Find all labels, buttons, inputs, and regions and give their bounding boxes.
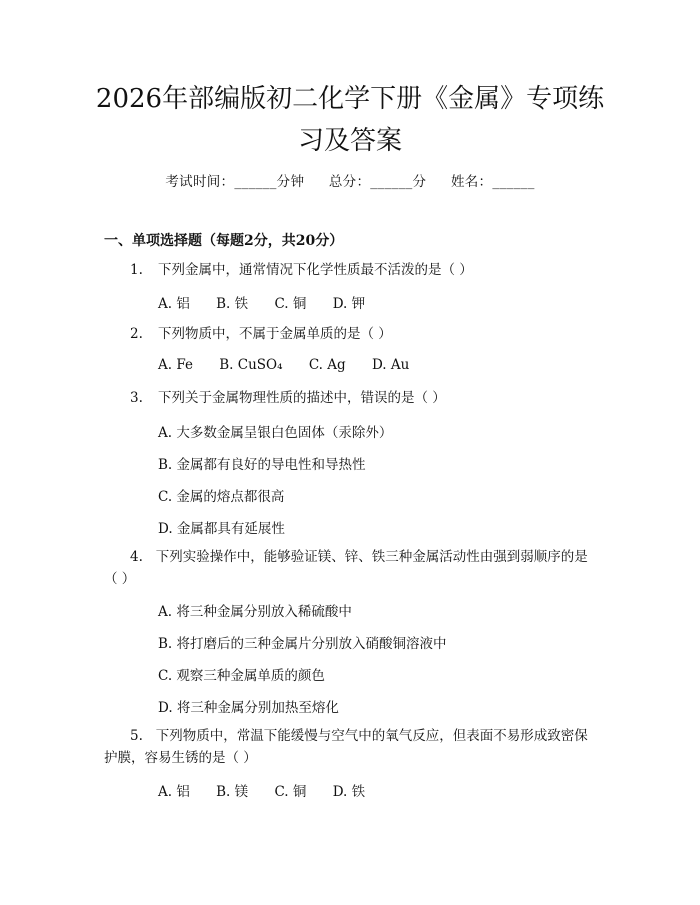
question-4 xyxy=(104,546,594,590)
exam-meta xyxy=(0,170,700,190)
option: A. Fe xyxy=(158,357,193,373)
question-1-options xyxy=(158,292,387,312)
title-line-1: 2026年部编版初二化学下册《金属》专项练 xyxy=(95,84,605,114)
option: C. 观察三种金属单质的颜色 xyxy=(158,668,325,684)
question-number: 3. xyxy=(130,390,143,406)
exam-time: 考试时间：______分钟 xyxy=(165,174,305,190)
option: B. 金属都有良好的导电性和导热性 xyxy=(158,457,366,473)
option: C. 铜 xyxy=(274,784,307,800)
question-number: 5. xyxy=(130,728,143,744)
section-heading: 一、单项选择题（每题2分，共20分） xyxy=(104,233,344,249)
option: B. 镁 xyxy=(216,784,249,800)
question-3 xyxy=(130,388,446,408)
option: A. 铝 xyxy=(158,296,190,312)
exam-name: 姓名：______ xyxy=(450,174,535,190)
question-text: 下列实验操作中，能够验证镁、锌、铁三种金属活动性由强到弱顺序的是（ ） xyxy=(104,549,588,587)
question-2 xyxy=(130,324,392,344)
title-line-2: 习及答案 xyxy=(297,126,402,156)
option: D. 钾 xyxy=(332,296,366,312)
question-number: 2. xyxy=(130,326,143,342)
question-text: 下列金属中，通常情况下化学性质最不活泼的是（ ） xyxy=(158,262,473,278)
option: B. CuSO₄ xyxy=(219,357,283,373)
question-number: 4. xyxy=(130,549,143,565)
option: C. 铜 xyxy=(274,296,307,312)
document-title xyxy=(90,78,610,162)
option: A. 将三种金属分别放入稀硫酸中 xyxy=(158,604,352,620)
option: C. 金属的熔点都很高 xyxy=(158,489,285,505)
option: B. 将打磨后的三种金属片分别放入硝酸铜溶液中 xyxy=(158,636,447,652)
option: D. 将三种金属分别加热至熔化 xyxy=(158,700,339,716)
option: D. Au xyxy=(371,357,410,373)
question-2-options xyxy=(158,357,431,373)
question-5 xyxy=(104,725,594,769)
option: D. 铁 xyxy=(332,784,366,800)
option: A. 铝 xyxy=(158,784,190,800)
question-text: 下列物质中，不属于金属单质的是（ ） xyxy=(158,326,392,342)
question-text: 下列关于金属物理性质的描述中，错误的是（ ） xyxy=(158,390,446,406)
question-number: 1. xyxy=(130,262,143,278)
option: C. Ag xyxy=(308,357,346,373)
exam-score: 总分：______分 xyxy=(328,174,427,190)
option: A. 大多数金属呈银白色固体（汞除外） xyxy=(158,425,393,441)
option: D. 金属都具有延展性 xyxy=(158,521,285,537)
option: B. 铁 xyxy=(216,296,249,312)
question-5-options xyxy=(158,780,387,800)
question-text: 下列物质中，常温下能缓慢与空气中的氧气反应，但表面不易形成致密保护膜，容易生锈的是（ ） xyxy=(104,728,588,766)
question-1 xyxy=(130,260,473,280)
